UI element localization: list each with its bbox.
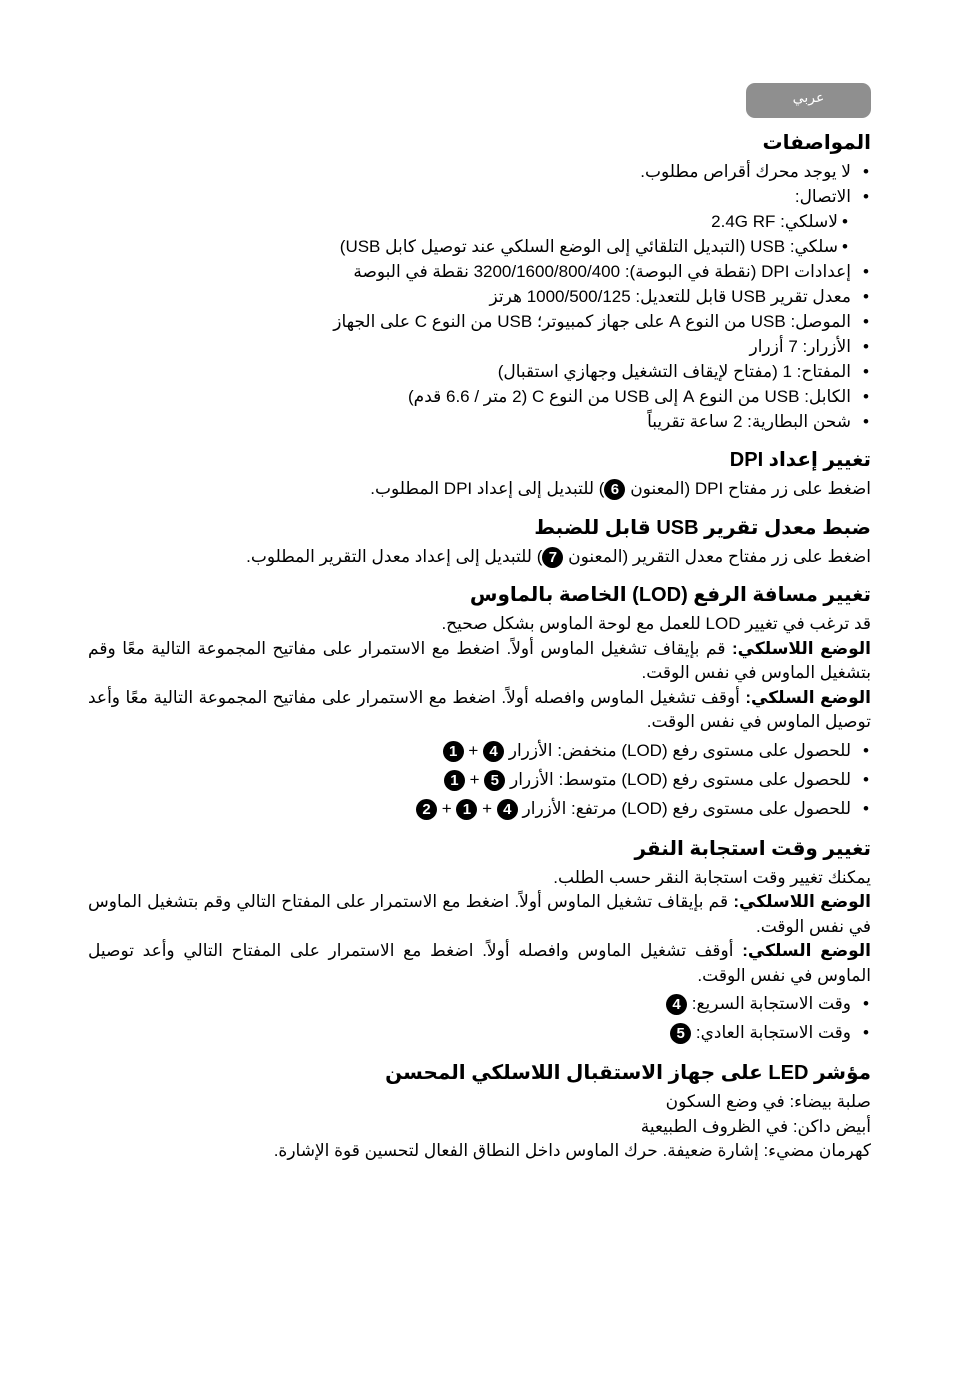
lod-level-high: [88, 794, 851, 823]
spec-item-connection: [88, 184, 851, 259]
click-response-intro: يمكنك تغيير وقت استجابة النقر حسب الطلب.: [553, 867, 871, 887]
click-mode-normal-text: وقت الاستجابة العادي:: [695, 1023, 851, 1042]
spec-item-dpi: • إعدادات DPI (نقطة في البوصة): 3200/1600/800/400 نقطة في البوصة: [88, 259, 851, 284]
click-mode-normal: [88, 1018, 851, 1047]
dpi-section: [88, 447, 871, 502]
report-rate-section: [88, 515, 871, 570]
connection-sub-list: [88, 209, 851, 259]
key-number-2: 2: [416, 799, 437, 820]
lod-level-low: [88, 736, 851, 765]
key-number-4: 4: [483, 741, 504, 762]
spec-item-switch: • المفتاح: 1 (مفتاح لإيقاف التشغيل وجهازي استقبال): [88, 359, 851, 384]
lod-intro: قد ترغب في تغيير LOD للعمل مع لوحة الماوس بشكل صحيح.: [441, 614, 871, 633]
lod-wireless-instructions: [88, 637, 871, 686]
spec-item-buttons: • الأزرار: 7 أزرار: [88, 334, 851, 359]
led-state-solid-white: صلبة بيضاء: في وضع السكون: [665, 1092, 871, 1111]
spec-connection-wireless: • لاسلكي: 2.4G RF: [88, 209, 838, 234]
key-number-7: 7: [542, 547, 563, 568]
click-wireless-label: الوضع اللاسلكي:: [733, 892, 872, 911]
click-response-section: [88, 836, 871, 1048]
click-response-heading: تغيير وقت استجابة النقر: [634, 837, 871, 860]
click-wireless-instructions: [88, 890, 871, 939]
lod-wired-label: الوضع السلكي:: [745, 687, 871, 707]
lod-wireless-text: قم بإيقاف تشغيل الماوس أولاً. اضغط مع الاستمرار على مفاتيح المجموعة التالية معًا وقم بتشغيل الماوس في نفس الوقت.: [88, 638, 871, 682]
key-number-4: 4: [497, 799, 518, 820]
rate-text-after: ) للتبديل إلى إعداد معدل التقرير المطلوب.: [246, 546, 543, 566]
spec-item-cable: • الكابل: USB من النوع A إلى USB من النوع C (2 متر / 6.6 قدم): [88, 384, 851, 409]
specifications-section: [88, 130, 871, 434]
plus-sign: +: [468, 740, 479, 760]
spec-connection-wired: • سلكي: USB (التبديل التلقائي إلى الوضع السلكي عند توصيل كابل USB): [88, 234, 838, 259]
spec-item-report-rate: • معدل تقرير USB قابل للتعديل: 1000/500/125 هرتز: [88, 284, 851, 309]
dpi-text-after: ) للتبديل إلى إعداد DPI المطلوب.: [370, 479, 605, 498]
key-number-6: 6: [604, 479, 625, 500]
lod-level-medium: [88, 765, 851, 794]
key-number-5: 5: [670, 1023, 691, 1044]
spec-item-driver: • لا يوجد محرك أقراص مطلوب.: [88, 159, 851, 184]
lod-section: [88, 582, 871, 823]
key-number-1: 1: [444, 770, 465, 791]
lod-wired-text: أوقف تشغيل الماوس وافصله أولاً. اضغط مع الاستمرار على مفاتيح المجموعة التالية معًا وأعد توصيل الماوس في نفس الوقت.: [88, 687, 871, 731]
lod-level-medium-text: للحصول على مستوى رفع (LOD) متوسط: الأزرار: [510, 769, 851, 789]
dpi-instructions: [88, 477, 871, 502]
plus-sign: +: [441, 798, 452, 818]
click-mode-fast: [88, 989, 851, 1018]
click-mode-fast-text: وقت الاستجابة السريع:: [691, 994, 851, 1013]
key-number-1: 1: [456, 799, 477, 820]
key-number-4: 4: [666, 994, 687, 1015]
specifications-heading: المواصفات: [762, 132, 871, 154]
lod-level-high-text: للحصول على مستوى رفع (LOD) مرتفع: الأزرار: [522, 798, 851, 818]
click-wired-instructions: [88, 939, 871, 988]
page-content: [88, 130, 871, 1164]
report-rate-heading: ضبط معدل تقرير USB قابل للضبط: [534, 516, 871, 539]
plus-sign: +: [469, 769, 480, 789]
led-state-dim-white: أبيض داكن: في الظروف الطبيعية: [640, 1116, 871, 1136]
key-number-5: 5: [484, 770, 505, 791]
language-tab: [746, 83, 871, 118]
led-heading: مؤشر LED على جهاز الاستقبال اللاسلكي المحسن: [385, 1062, 871, 1084]
spec-item-charging: • شحن البطارية: 2 ساعة تقريباً: [88, 409, 851, 434]
led-state-amber: كهرمان مضيء: إشارة ضعيفة. حرك الماوس داخل النطاق الفعال لتحسين قوة الإشارة.: [273, 1141, 871, 1160]
click-wireless-text: قم بإيقاف تشغيل الماوس أولاً. اضغط مع الاستمرار على المفتاح التالي وقم بتشغيل الماوس في نفس الوقت.: [88, 892, 871, 936]
plus-sign: +: [482, 798, 493, 818]
lod-wired-instructions: [88, 686, 871, 735]
specifications-list: [88, 159, 871, 434]
report-rate-instructions: [88, 545, 871, 570]
click-wired-label: الوضع السلكي:: [742, 941, 872, 960]
click-wired-text: أوقف تشغيل الماوس وافصله أولاً. اضغط مع الاستمرار على المفتاح التالي وأعد توصيل الماوس في نفس الوقت.: [88, 941, 871, 985]
lod-level-low-text: للحصول على مستوى رفع (LOD) منخفض: الأزرار: [508, 740, 851, 760]
rate-text-before: اضغط على زر مفتاح معدل التقرير (المعنون: [568, 546, 871, 566]
lod-wireless-label: الوضع اللاسلكي:: [732, 638, 871, 658]
dpi-text-before: اضغط على زر مفتاح DPI (المعنون: [630, 479, 871, 498]
language-tab-label: عربي: [792, 89, 825, 105]
spec-connection-label: الاتصال:: [794, 187, 851, 206]
led-section: [88, 1060, 871, 1164]
lod-heading: تغيير مسافة الرفع (LOD) الخاصة بالماوس: [469, 584, 871, 606]
spec-item-connector: • الموصل: USB من النوع A على جهاز كمبيوتر؛ USB من النوع C على الجهاز: [88, 309, 851, 334]
key-number-1: 1: [443, 741, 464, 762]
lod-level-list: [88, 736, 871, 823]
click-mode-list: [88, 989, 871, 1047]
dpi-heading: تغيير إعداد DPI: [729, 449, 871, 471]
